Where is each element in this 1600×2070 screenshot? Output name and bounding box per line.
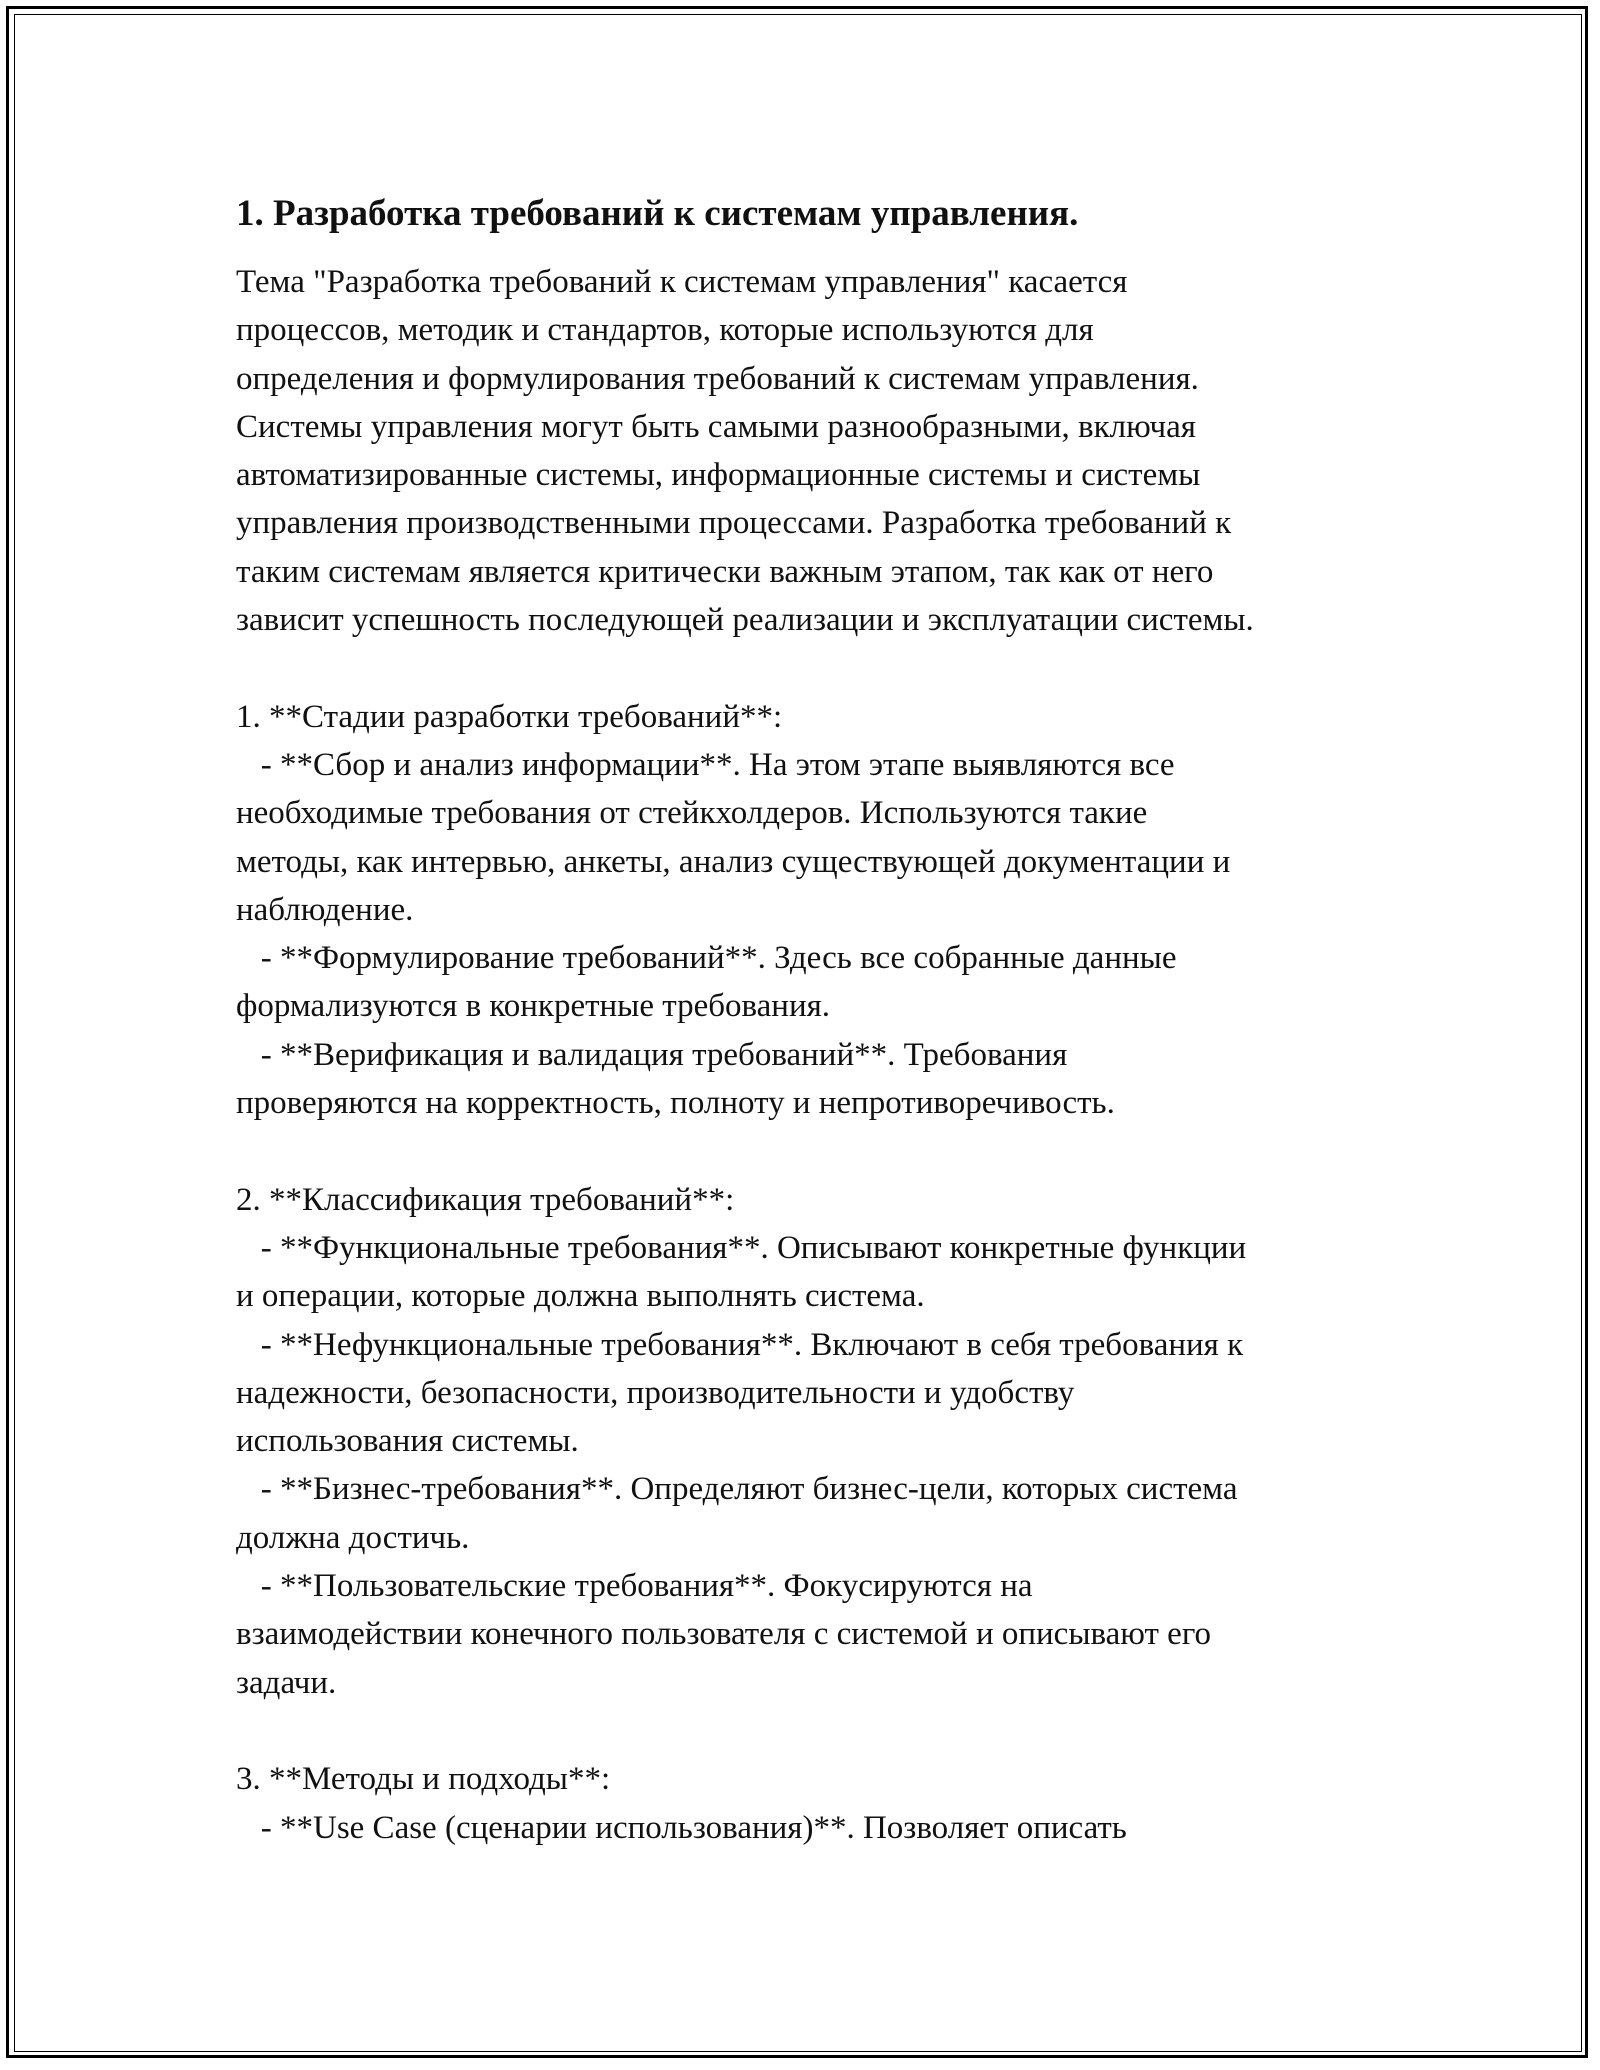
text-line: надежности, безопасности, производительности и удобству <box>236 1374 1075 1411</box>
text-line: методы, как интервью, анкеты, анализ существующей документации и <box>236 843 1231 880</box>
text-line: таким системам является критически важным этапом, так как от него <box>236 553 1214 590</box>
text-line: должна достичь. <box>236 1519 470 1556</box>
list-item: - **Сбор и анализ информации**. На этом этапе выявляются все <box>236 746 1175 783</box>
text-line: задачи. <box>236 1664 337 1701</box>
text-line: наблюдение. <box>236 891 414 928</box>
document-body <box>236 186 1386 1852</box>
text-line: автоматизированные системы, информационные системы и системы <box>236 457 1201 494</box>
text-line: использования системы. <box>236 1423 579 1460</box>
text-line: необходимые требования от стейкхолдеров. Используются такие <box>236 795 1148 832</box>
text-line: и операции, которые должна выполнять система. <box>236 1278 925 1315</box>
list-item: - **Нефункциональные требования**. Включают в себя требования к <box>236 1326 1244 1363</box>
blank-line <box>236 1127 1386 1175</box>
text-line: процессов, методик и стандартов, которые используются для <box>236 312 1094 349</box>
text-line: определения и формулирования требований к системам управления. <box>236 360 1199 397</box>
list-item: - **Бизнес-требования**. Определяют бизнес-цели, которых система <box>236 1471 1238 1508</box>
list-item: - **Верификация и валидация требований**. Требования <box>236 1036 1068 1073</box>
list-item: - **Формулирование требований**. Здесь все собранные данные <box>236 940 1177 977</box>
text-line: формализуются в конкретные требования. <box>236 988 831 1025</box>
text-line: Тема "Разработка требований к системам управления" касается <box>236 264 1128 300</box>
list-heading-classification: 2. **Классификация требований**: <box>236 1181 735 1218</box>
text-line: управления производственными процессами. Разработка требований к <box>236 505 1232 542</box>
text-line: Системы управления могут быть самыми разнообразными, включая <box>236 408 1196 445</box>
text-line: взаимодействии конечного пользователя с системой и описывают его <box>236 1616 1212 1653</box>
blank-line <box>236 1707 1386 1755</box>
document-title: 1. Разработка требований к системам управления. <box>236 193 1079 234</box>
text-line: зависит успешность последующей реализации и эксплуатации системы. <box>236 602 1254 639</box>
list-heading-stages: 1. **Стадии разработки требований**: <box>236 698 783 735</box>
list-item: - **Пользовательские требования**. Фокусируются на <box>236 1568 1033 1605</box>
blank-line <box>236 644 1386 692</box>
list-heading-methods: 3. **Методы и подходы**: <box>236 1761 611 1798</box>
list-item: - **Функциональные требования**. Описывают конкретные функции <box>236 1229 1247 1266</box>
list-item: - **Use Case (сценарии использования)**. Позволяет описать <box>236 1809 1127 1846</box>
text-line: проверяются на корректность, полноту и непротиворечивость. <box>236 1085 1115 1122</box>
